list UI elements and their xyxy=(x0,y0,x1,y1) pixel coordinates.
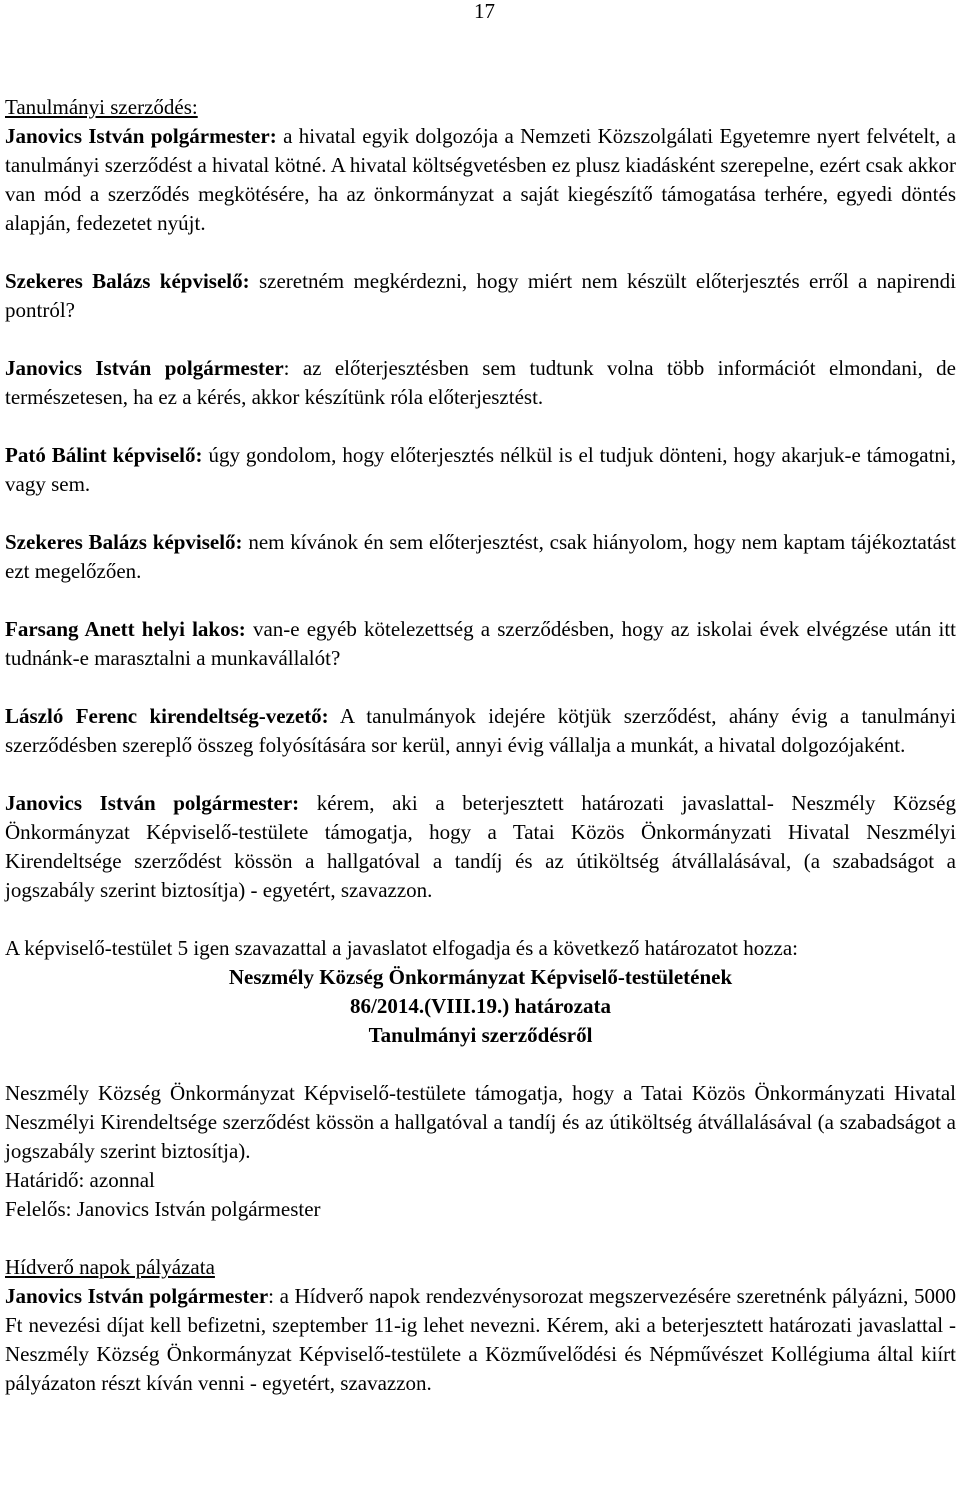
paragraph-farsang xyxy=(5,615,956,673)
speaker-name: Farsang Anett helyi lakos: xyxy=(5,617,246,641)
paragraph-laszlo xyxy=(5,702,956,760)
resolution-title: Neszmély Község Önkormányzat Képviselő-testületének xyxy=(228,965,733,989)
resolution-subject: Tanulmányi szerződésről xyxy=(368,1023,593,1047)
paragraph-mayor-3 xyxy=(5,789,956,905)
paragraph-mayor-2 xyxy=(5,354,956,412)
speaker-name: Janovics István polgármester: xyxy=(5,124,277,148)
speaker-name: Szekeres Balázs képviselő: xyxy=(5,269,250,293)
paragraph-szekeres-1 xyxy=(5,267,956,325)
paragraph-text: : a Hídverő napok rendezvénysorozat megszervezésére szeretnénk pályázni, 5000 Ft nevezési díjat kell befizetni, szeptember 11-ig lehet nevezni. Kérem, aki a beterjesztett határozati javaslattal - Neszmély Község Önkormányzat Képviselő-testülete a Közművelődési és Népművészet Kollégiuma által kiírt pályázaton részt kíván venni - egyetért, szavazzon. xyxy=(5,1284,957,1395)
paragraph-text: A tanulmányok idejére kötjük szerződést, ahány évig a tanulmányi szerződésben szereplő összeg folyósítására sor kerül, annyi évig vállalja a munkát, a hivatal dolgozójaként. xyxy=(5,704,956,757)
paragraph-text: kérem, aki a beterjesztett határozati javaslattal- Neszmély Község Önkormányzat Képviselő-testülete támogatja, hogy a Tatai Közös Önkormányzati Hivatal Neszmélyi Kirendeltsége szerződést kössön a hallgatóval a tandíj és az útiköltség átvállalásával, (a szabadságot a jogszabály szerint biztosítja) - egyetért, szavazzon. xyxy=(5,791,956,902)
paragraph-text: szeretném megkérdezni, hogy miért nem készült előterjesztés erről a napirendi pontról? xyxy=(5,269,956,322)
paragraph-vote-result: A képviselő-testület 5 igen szavazattal a javaslatot elfogadja és a következő határozatot hozza: xyxy=(5,936,798,960)
document-page xyxy=(5,0,956,1398)
paragraph-mayor-1 xyxy=(5,122,956,238)
speaker-name: Pató Bálint képviselő: xyxy=(5,443,203,467)
speaker-name: Szekeres Balázs képviselő: xyxy=(5,530,243,554)
section-heading-tanulmanyi: Tanulmányi szerződés: xyxy=(5,95,198,119)
paragraph-szekeres-2 xyxy=(5,528,956,586)
resolution-deadline: Határidő: azonnal xyxy=(5,1168,155,1192)
section-heading-hidvero: Hídverő napok pályázata xyxy=(5,1255,215,1279)
speaker-name: László Ferenc kirendeltség-vezető: xyxy=(5,704,329,728)
paragraph-text: úgy gondolom, hogy előterjesztés nélkül is el tudjuk dönteni, hogy akarjuk-e támogatni, vagy sem. xyxy=(5,443,956,496)
resolution-number: 86/2014.(VIII.19.) határozata xyxy=(350,994,611,1018)
paragraph-text: a hivatal egyik dolgozója a Nemzeti Közszolgálati Egyetemre nyert felvételt, a tanulmányi szerződést a hivatal kötné. A hivatal költségvetésben ez plusz kiadásként szerepelne, ezért csak akkor van mód a szerződés megkötésére, ha az önkormányzat a saját kiegészítő támogatása terhére, egyedi döntés alapján, fedezetet nyújt. xyxy=(5,124,956,235)
speaker-name: Janovics István polgármester xyxy=(5,356,284,380)
paragraph-pato xyxy=(5,441,956,499)
resolution-responsible: Felelős: Janovics István polgármester xyxy=(5,1197,321,1221)
paragraph-mayor-4 xyxy=(5,1282,956,1398)
resolution-body: Neszmély Község Önkormányzat Képviselő-testülete támogatja, hogy a Tatai Közös Önkormányzati Hivatal Neszmélyi Kirendeltsége szerződést kössön a hallgatóval a tandíj és az útiköltség átvállalásával (a szabadságot a jogszabály szerint biztosítja). xyxy=(5,1081,956,1163)
page-number: 17 xyxy=(474,0,495,23)
speaker-name: Janovics István polgármester xyxy=(5,1284,269,1308)
speaker-name: Janovics István polgármester: xyxy=(5,791,300,815)
paragraph-text: nem kívánok én sem előterjesztést, csak hiányolom, hogy nem kaptam tájékoztatást ezt megelőzően. xyxy=(5,530,956,583)
paragraph-text: van-e egyéb kötelezettség a szerződésben, hogy az iskolai évek elvégzése után itt tudnánk-e marasztalni a munkavállalót? xyxy=(5,617,957,670)
paragraph-text: : az előterjesztésben sem tudtunk volna több információt elmondani, de természetesen, ha ez a kérés, akkor készítünk róla előterjesztést. xyxy=(5,356,956,409)
